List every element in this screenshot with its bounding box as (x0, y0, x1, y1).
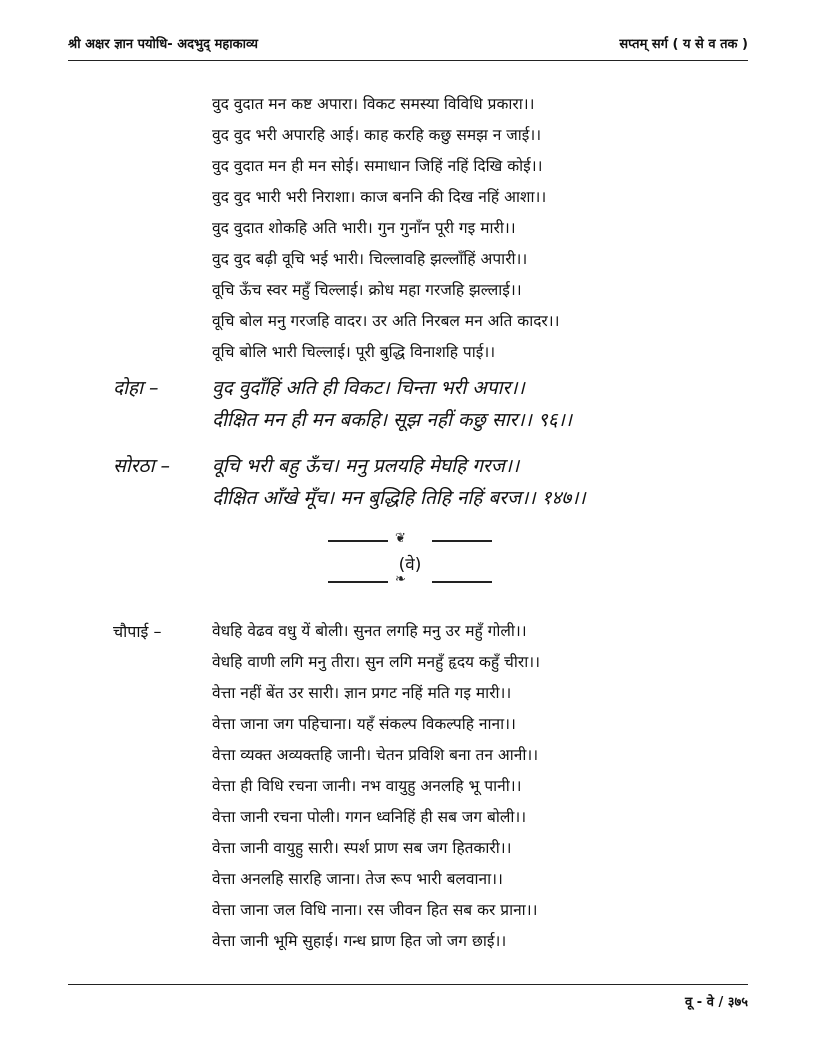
chaupai-label: चौपाई – (113, 622, 162, 641)
divider-rule (432, 540, 492, 542)
verse-line: वूचि बोलि भारी चिल्लाई। पूरी बुद्धि विनाशहि पाई।। (212, 343, 496, 361)
footer-rule (68, 984, 748, 985)
chapter-title: सप्तम् सर्ग ( य से व तक ) (619, 37, 748, 52)
verse-line: वूचि बोल मनु गरजहि वादर। उर अति निरबल मन अति कादर।। (212, 312, 560, 330)
verse-line: वेत्ता जाना जग पहिचाना। यहँ संकल्प विकल्पहि नाना।। (212, 715, 516, 733)
verse-line: वेधहि वेढव वधु यें बोली। सुनत लगहि मनु उर महुँ गोली।। (212, 622, 527, 640)
soratha-label: सोरठा – (113, 455, 171, 477)
soratha-line: वूचि भरी बहु ऊँच। मनु प्रलयहि मेघहि गरज।। (212, 455, 520, 477)
verse-line: वुद वुदात मन कष्ट अपारा। विकट समस्या विविधि प्रकारा।। (212, 95, 535, 113)
verse-line: वेत्ता व्यक्त अव्यक्तहि जानी। चेतन प्रविशि बना तन आनी।। (212, 746, 539, 764)
verse-line: वेत्ता जानी वायुहु सारी। स्पर्श प्राण सब जग हितकारी।। (212, 839, 512, 857)
page-number: वू - वे / ३७५ (685, 995, 748, 1010)
section-title: (वे) (398, 555, 422, 575)
soratha-line: दीक्षित आँखे मूँच। मन बुद्धिहि तिहि नहिं बरज।। १४७।। (212, 487, 586, 509)
doha-line: वुद वुदाँहिं अति ही विकट। चिन्ता भरी अपार।। (212, 377, 525, 399)
verse-line: वुद वुदात मन ही मन सोई। समाधान जिहिं नहिं दिखि कोई।। (212, 157, 543, 175)
doha-line: दीक्षित मन ही मन बकहि। सूझ नहीं कछु सार।। ९६।। (212, 409, 572, 431)
ornament-icon: ❦ (395, 531, 406, 546)
doha-label: दोहा – (113, 377, 159, 399)
verse-line: वुद वुद बढ़ी वूचि भई भारी। चिल्लावहि झल्लाँहिं अपारी।। (212, 250, 528, 268)
verse-line: वेत्ता जानी भूमि सुहाई। गन्ध घ्राण हित जो जग छाई।। (212, 932, 507, 950)
verse-line: वेत्ता जानी रचना पोली। गगन ध्वनिहिं ही सब जग बोली।। (212, 808, 527, 826)
divider-rule (328, 540, 388, 542)
page-header (68, 34, 748, 61)
verse-line: वुद वुदात शोकहि अति भारी। गुन गुनाँन पूरी गइ मारी।। (212, 219, 516, 237)
verse-line: वुद वुद भरी अपारहि आई। काह करहि कछु समझ न जाई।। (212, 126, 542, 144)
verse-line: वेधहि वाणी लगि मनु तीरा। सुन लगि मनहुँ हृदय कहुँ चीरा।। (212, 653, 540, 671)
verse-line: वुद वुद भारी भरी निराशा। काज बननि की दिख नहिं आशा।। (212, 188, 547, 206)
verse-line: वेत्ता ही विधि रचना जानी। नभ वायुहु अनलहि भू पानी।। (212, 777, 522, 795)
verse-line: वेत्ता नहीं बेंत उर सारी। ज्ञान प्रगट नहिं मति गइ मारी।। (212, 684, 512, 702)
verse-line: वूचि ऊँच स्वर महुँ चिल्लाई। क्रोध महा गरजहि झल्लाई।। (212, 281, 522, 299)
ornament-icon: ❧ (395, 572, 406, 587)
divider-rule (432, 581, 492, 583)
verse-line: वेत्ता जाना जल विधि नाना। रस जीवन हित सब कर प्राना।। (212, 901, 538, 919)
divider-rule (328, 581, 388, 583)
verse-line: वेत्ता अनलहि सारहि जाना। तेज रूप भारी बलवाना।। (212, 870, 503, 888)
book-title: श्री अक्षर ज्ञान पयोधि- अदभुद् महाकाव्य (68, 37, 258, 52)
